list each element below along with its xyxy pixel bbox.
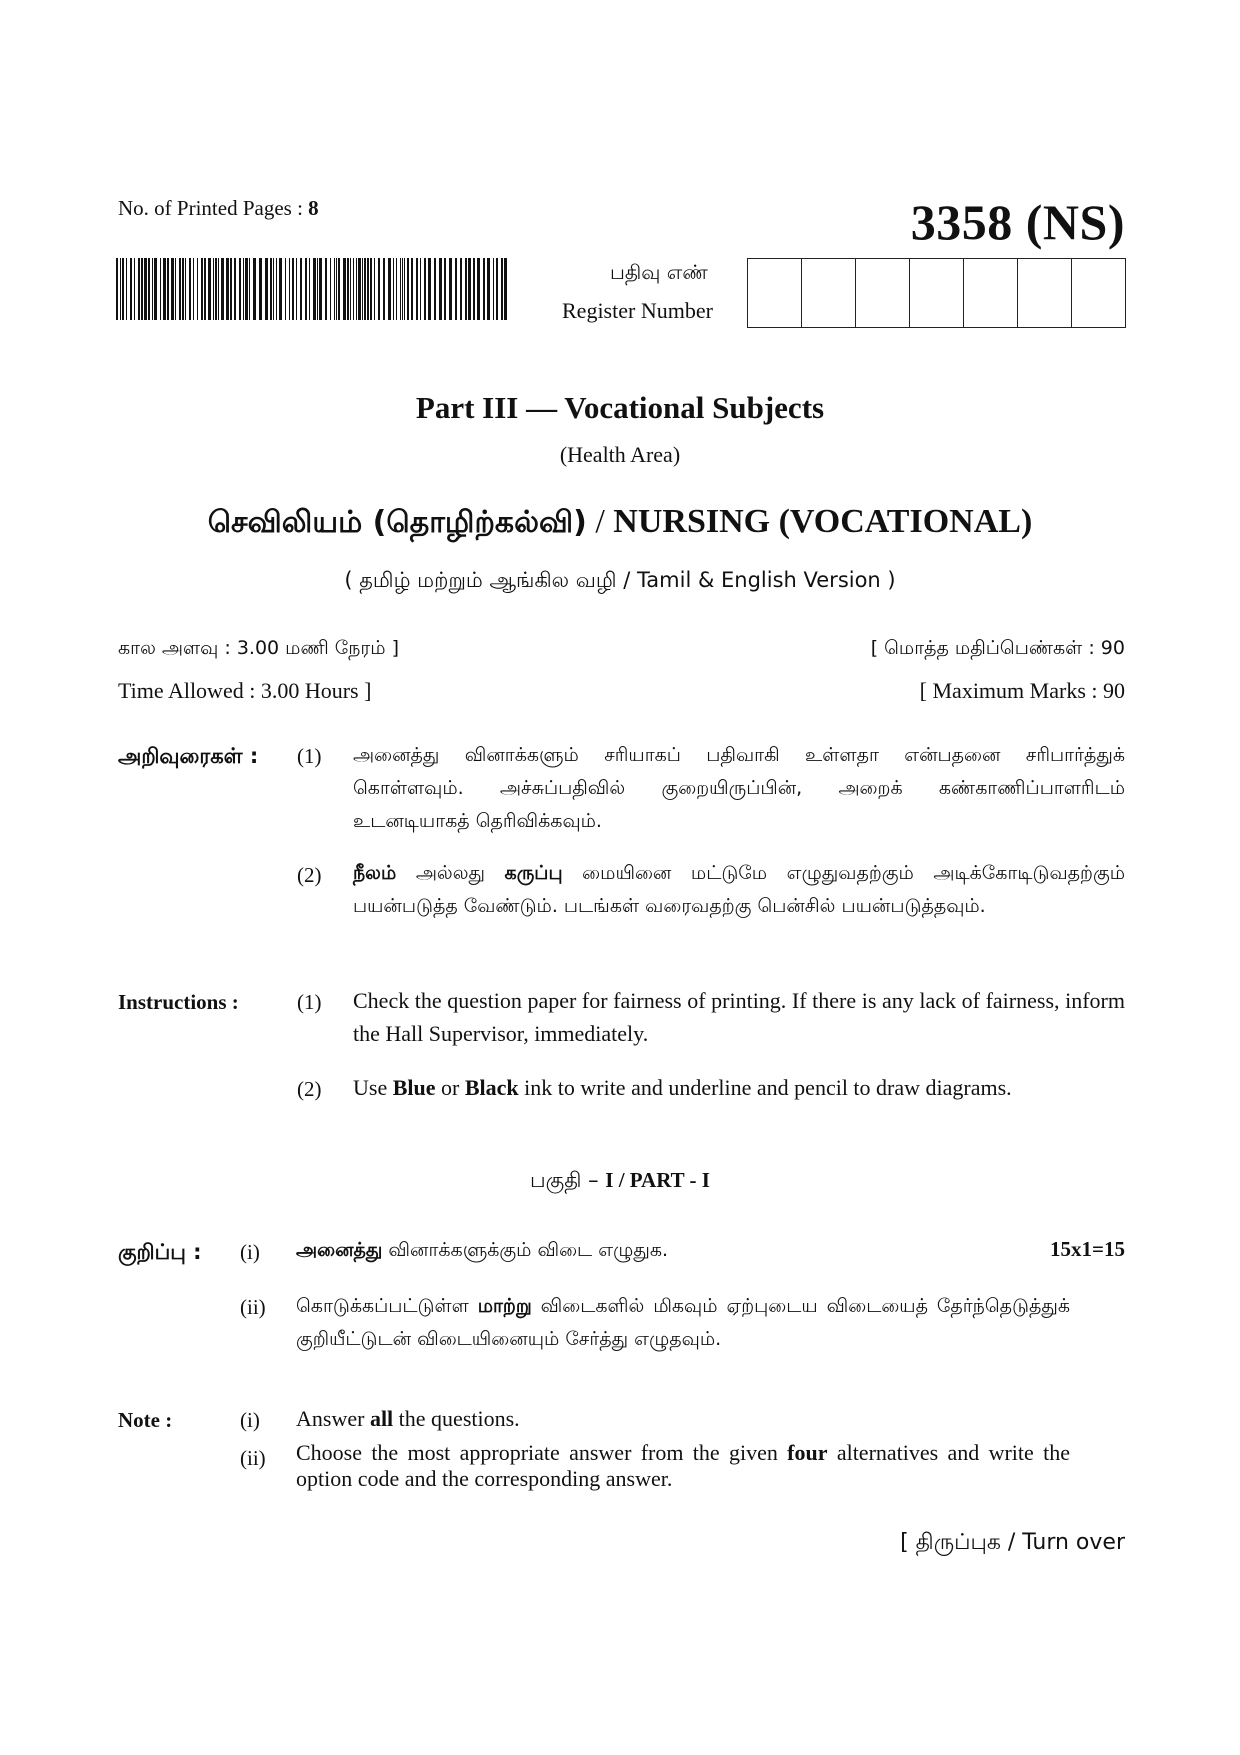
instruction-english-1-text: Check the question paper for fairness of printing. If there is any lack of fairness, inform the Hall Supervisor, immediately. [353, 988, 1125, 1046]
note-tamil-1-number: (i) [240, 1240, 260, 1264]
note-tamil-2-b: விடைகளில் மிகவும் ஏற்புடைய விடையைத் தேர்ந்தெடுத்துக் குறியீட்டுடன் விடையினையும் சேர்த்து எழுதவும். [296, 1295, 1070, 1350]
note-english-1-a: Answer [296, 1406, 370, 1431]
instruction-english-2-b: or [435, 1075, 465, 1100]
version-line: ( தமிழ் மற்றும் ஆங்கில வழி / Tamil & English Version ) [344, 568, 896, 592]
note-tamil-1-text [296, 1234, 996, 1267]
note-english-2-number: (ii) [240, 1446, 266, 1470]
note-english-2-bold: four [787, 1440, 828, 1465]
register-number-boxes[interactable] [747, 258, 1126, 328]
maximum-marks-english: [ Maximum Marks : 90 [919, 678, 1125, 703]
instruction-english-2-a: Use [353, 1075, 393, 1100]
printed-pages-label: No. of Printed Pages : [118, 196, 303, 220]
instruction-tamil-1-number: (1) [297, 744, 322, 768]
maximum-marks-tamil: [ மொத்த மதிப்பெண்கள் : 90 [870, 637, 1125, 659]
note-english-1-b: the questions. [393, 1406, 520, 1431]
part-heading-tamil: பகுதி – [530, 1168, 606, 1192]
register-digit-box[interactable] [748, 259, 801, 327]
instructions-english-label: Instructions : [118, 990, 239, 1014]
instruction-tamil-2-number: (2) [297, 863, 322, 887]
note-english-2-b: alternatives and write the option code and the corresponding answer. [296, 1440, 1070, 1491]
instruction-english-2-c: ink to write and underline and pencil to draw diagrams. [518, 1075, 1012, 1100]
register-digit-box[interactable] [1017, 259, 1071, 327]
instruction-tamil-2-bold-blue: நீலம் [353, 862, 397, 884]
note-english-1-text [296, 1402, 1076, 1435]
instruction-tamil-1-text: அனைத்து வினாக்களும் சரியாகப் பதிவாகி உள்ளதா என்பதனை சரிபார்த்துக் கொள்ளவும். அச்சுப்பதிவில் குறையிருப்பின், அறைக் கண்காணிப்பாளரிடம் உடனடியாகத் தெரிவிக்கவும். [353, 744, 1125, 832]
note-english-1-bold: all [369, 1406, 394, 1431]
note-tamil-label: குறிப்பு : [118, 1240, 202, 1264]
register-digit-box[interactable] [855, 259, 909, 327]
instruction-english-2-text [353, 1071, 1143, 1104]
instruction-english-1-number: (1) [297, 990, 322, 1014]
printed-pages [118, 196, 319, 221]
paper-code: 3358 (NS) [910, 194, 1125, 250]
note-tamil-2-text [296, 1290, 1070, 1356]
area-subtitle: (Health Area) [559, 442, 681, 467]
note-tamil-1-bold: அனைத்து [296, 1239, 383, 1261]
register-label-english: Register Number [562, 298, 713, 323]
instructions-tamil-label: அறிவுரைகள் : [118, 744, 259, 768]
printed-pages-value: 8 [308, 196, 319, 220]
register-digit-box[interactable] [909, 259, 963, 327]
note-tamil-2-number: (ii) [240, 1295, 266, 1319]
instruction-tamil-2-mid: அல்லது [396, 862, 505, 884]
instruction-tamil-2-text [353, 857, 1125, 923]
subject-title-english: NURSING (VOCATIONAL) [613, 503, 1033, 540]
register-digit-box[interactable] [801, 259, 855, 327]
barcode [116, 258, 508, 320]
subject-title [0, 503, 1240, 544]
time-allowed-english: Time Allowed : 3.00 Hours ] [118, 678, 372, 703]
register-digit-box[interactable] [963, 259, 1017, 327]
note-tamil-2-a: கொடுக்கப்பட்டுள்ள [296, 1295, 478, 1317]
note-english-label: Note : [118, 1408, 173, 1432]
note-english-2-a: Choose the most appropriate answer from the given [296, 1440, 788, 1465]
instruction-english-2-number: (2) [297, 1077, 322, 1101]
note-tamil-2-bold: மாற்று [477, 1295, 532, 1317]
part-heading [0, 1168, 1240, 1195]
turn-over-note: [ திருப்புக / Turn over [900, 1530, 1125, 1555]
register-label-tamil: பதிவு எண் [610, 260, 708, 284]
note-english-1-number: (i) [240, 1408, 260, 1432]
instruction-tamil-2-rest: மையினை மட்டுமே எழுதுவதற்கும் அடிக்கோடிடுவதற்கும் பயன்படுத்த வேண்டும். படங்கள் வரைவதற்கு பென்சில் பயன்படுத்தவும். [353, 862, 1126, 917]
part-title: Part III — Vocational Subjects [415, 390, 825, 425]
instruction-english-2-bold-blue: Blue [392, 1075, 436, 1100]
register-digit-box[interactable] [1071, 259, 1125, 327]
note-tamil-1-rest: வினாக்களுக்கும் விடை எழுதுக. [382, 1239, 669, 1261]
subject-title-tamil: செவிலியம் (தொழிற்கல்வி) [207, 505, 587, 540]
part-heading-english: I / PART - I [605, 1168, 710, 1192]
note-english-2-text [296, 1440, 1070, 1492]
marks-allocation: 15x1=15 [1050, 1237, 1125, 1261]
subject-title-separator: / [586, 503, 614, 540]
time-allowed-tamil: கால அளவு : 3.00 மணி நேரம் ] [118, 637, 399, 659]
instruction-english-2-bold-black: Black [464, 1075, 519, 1100]
instruction-tamil-2-bold-black: கருப்பு [504, 862, 563, 884]
